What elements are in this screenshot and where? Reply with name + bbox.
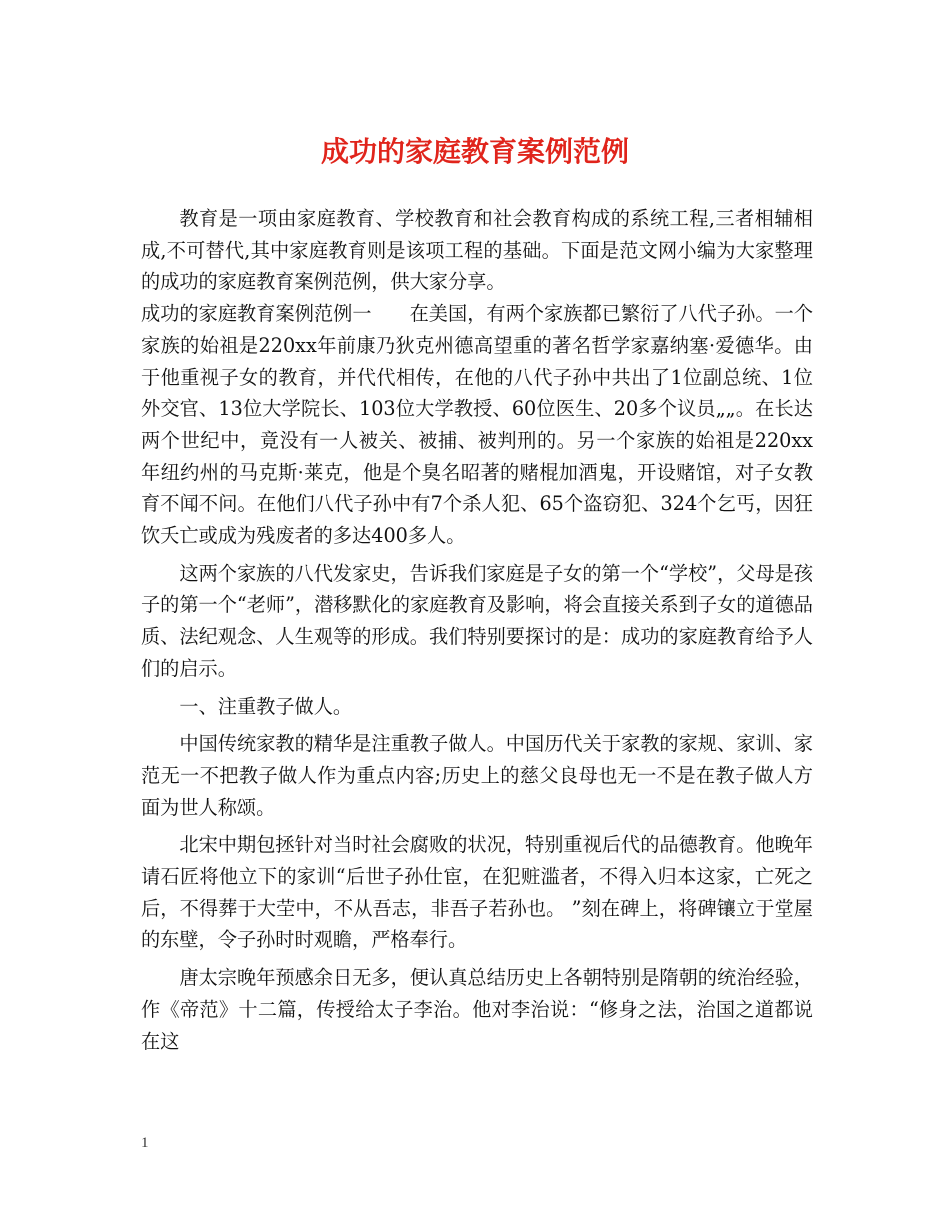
document-title: 成功的家庭教育案例范例 <box>320 135 629 168</box>
case-label: 成功的家庭教育案例范例一 <box>141 302 372 326</box>
document-body <box>141 203 813 1057</box>
paragraph-case-one <box>141 298 813 552</box>
paragraph-bao-zheng: 北宋中期包拯针对当时社会腐败的状况，特别重视后代的品德教育。他晚年请石匠将他立下的家训“后世子孙仕宦，在犯赃滥者，不得入归本这家，亡死之后，不得葬于大茔中，不从吾志，非吾子若孙也。 ”刻在碑上，将碑镶立于堂屋的东壁，令子孙时时观瞻，严格奉行。 <box>141 833 813 952</box>
page-number: 1 <box>141 1135 149 1151</box>
paragraph-family-history: 这两个家族的八代发家史，告诉我们家庭是子女的第一个“学校”，父母是孩子的第一个“老师”，潜移默化的家庭教育及影响，将会直接关系到子女的道德品质、法纪观念、人生观等的形成。我们特别要探讨的是：成功的家庭教育给予人们的启示。 <box>141 561 814 680</box>
case-body: 在美国，有两个家族都已繁衍了八代子孙。一个家族的始祖是220xx年前康乃狄克州德高望重的著名哲学家嘉纳塞·爱德华。由于他重视子女的教育，并代代相传，在他的八代子孙中共出了1位副总统、1位外交官、13位大学院长、103位大学教授、60位医生、20多个议员„„。在长达两个世纪中，竟没有一人被关、被捕、被判刑的。另一个家族的始祖是220xx年纽约州的马克斯·莱克，他是个臭名昭著的赌棍加酒鬼，开设赌馆，对子女教育不闻不问。在他们八代子孙中有7个杀人犯、65个盗窃犯、324个乞丐，因狂饮夭亡或成为残废者的多达400多人。 <box>141 302 814 548</box>
paragraph-intro: 教育是一项由家庭教育、学校教育和社会教育构成的系统工程,三者相辅相成,不可替代,其中家庭教育则是该项工程的基础。下面是范文网小编为大家整理的成功的家庭教育案例范例，供大家分享。 <box>141 207 813 294</box>
paragraph-tradition: 中国传统家教的精华是注重教子做人。中国历代关于家教的家规、家训、家范无一不把教子做人作为重点内容;历史上的慈父良母也无一不是在教子做人方面为世人称颂。 <box>141 732 813 819</box>
section-heading-teach-character: 一、注重教子做人。 <box>179 694 353 718</box>
paragraph-tang-taizong: 唐太宗晚年预感余日无多，便认真总结历史上各朝特别是隋朝的统治经验，作《帝范》十二篇，传授给太子李治。他对李治说：“修身之法，治国之道都说在这 <box>141 966 813 1053</box>
